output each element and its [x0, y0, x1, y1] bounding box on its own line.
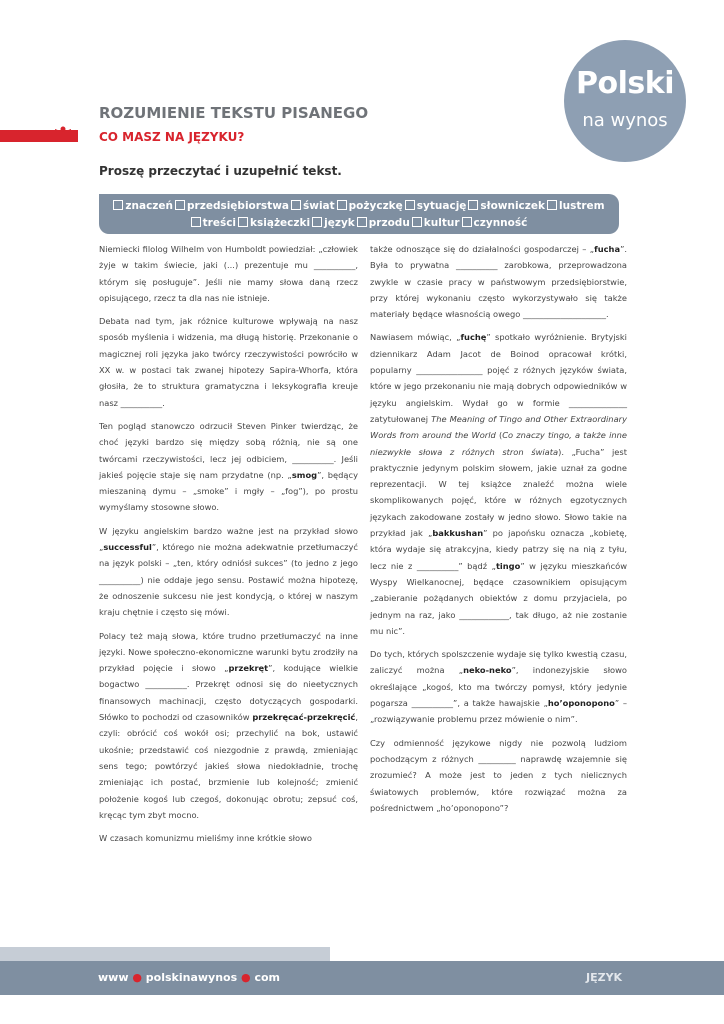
checkbox-icon: [191, 217, 201, 227]
word-bank-word: treści: [202, 217, 237, 229]
highlighted-word: fuchę: [460, 332, 487, 343]
checkbox-icon: [175, 200, 185, 210]
page-footer: [0, 961, 724, 995]
checkbox-icon: [412, 217, 422, 227]
word-bank-item: [291, 198, 335, 215]
checkbox-icon: [337, 200, 347, 210]
word-bank-word: czynność: [473, 217, 528, 229]
paragraph-text: Nawiasem mówiąc, „: [370, 332, 461, 343]
word-bank: [99, 194, 619, 234]
paragraph-text: ”, kodujące wielkie bogactwo __________. Przekręt odnosi się do nieetycznych finansowych machinacji, często dotyczących gospodarki. Słówko to pochodzi od czasowników: [99, 663, 358, 723]
paragraph-text: W czasach komunizmu mieliśmy inne krótkie słowo: [99, 833, 312, 844]
footer-section-label: JĘZYK: [586, 971, 623, 984]
highlighted-word: smog: [291, 469, 318, 480]
paragraph-text: (: [495, 430, 503, 441]
checkbox-icon: [238, 217, 248, 227]
paragraph-text: Ten pogląd stanowczo odrzucił Steven Pinker twierdząc, że choć języki bardzo się między sobą różnią, nie są one twórcami rzeczywistości, lecz jej odbiciem, __________. Jeśli jakieś pojęcie staje się nam przydatne (np. „: [99, 420, 358, 480]
word-bank-item: [238, 215, 310, 232]
paragraph-text: także odnoszące się do działalności gospodarczej – „: [370, 244, 595, 254]
article-subtitle: CO MASZ NA JĘZYKU?: [99, 130, 245, 144]
paragraph-text: ” spotkało wyróżnienie. Brytyjski dziennikarz Adam Jacot de Boinod opracował krótki, popularny ________________ pojęć z różnych języków świata, które w jego przekonaniu nie mają dobrych odpowiedników w języku angielskim. Wydał go w formie ______________ zatytułowanej: [370, 332, 627, 424]
highlighted-word: neko-neko: [463, 665, 512, 676]
article-paragraph: [99, 830, 358, 846]
word-bank-word: pożyczkę: [348, 200, 403, 212]
paragraph-text: ”, indonezyjskie słowo określające „kogoś, kto ma twórczy pomysł, który jedynie pogarsza __________”, a także hawajskie „: [370, 665, 627, 709]
checkbox-icon: [547, 200, 557, 210]
checkbox-icon: [113, 200, 123, 210]
logo-arc: [539, 15, 711, 187]
article-paragraph: [99, 628, 358, 824]
polski-na-wynos-logo: [564, 40, 686, 162]
article-paragraph: [99, 523, 358, 621]
paragraph-text: ”, będący mieszaniną dymu – „smoke” i mgły – „fog”), po prostu wymyślamy stosowne słowo.: [99, 469, 358, 513]
paragraph-text: W języku angielskim bardzo ważne jest na przykład słowo „: [99, 525, 358, 553]
checkbox-icon: [291, 200, 301, 210]
url-prefix: www: [98, 971, 129, 984]
word-bank-item: [175, 198, 289, 215]
word-bank-word: książeczki: [250, 217, 311, 229]
word-bank-word: język: [324, 217, 355, 229]
article-left-column: [99, 241, 358, 853]
article-paragraph: [370, 735, 627, 816]
paragraph-text: The Meaning of Tingo and Other Extraordinary Words from around the World: [370, 413, 627, 441]
paragraph-text: Debata nad tym, jak różnice kulturowe wpływają na nasz sposób myślenia i widzenia, ma długą historię. Przekonanie o magicznej roli języka jako twórcy rzeczywistości powróciło w XX w. w postaci tak zwanej hipotezy Sapira-Whorfa, która głosiła, że to struktura gramatyczna i leksykografia kreuje nasz __________.: [99, 316, 358, 408]
word-bank-item: [412, 215, 460, 232]
word-bank-word: przodu: [368, 217, 410, 229]
word-bank-word: lustrem: [559, 200, 605, 212]
paragraph-text: ”. Była to prywatna __________ zarobkowa, przeprowadzona zwykle w czasie pracy w państwowym przedsiębiorstwie, przy której wykonaniu często wykorzystywało się także materiały będące własnością owego ____________________.: [370, 244, 627, 320]
paragraph-text: ). „Fucha” jest praktycznie jedynym polskim słowem, jakie uznał za godne reprezentacji. W tej książce znaleźć można wiele skomplikowanych pojęć, które w różnych egzotycznych językach zakodowane zostały w jedno słowo. Słowo takie na przykład jak „: [370, 446, 627, 539]
paragraph-text: ” w języku mieszkańców Wyspy Wielkanocnej, będące czasownikiem opisującym „zabieranie pożądanych obiektów z domu przyjaciela, po jednym na raz, jako ____________, tak długo, aż nie zostanie mu nic”.: [370, 560, 627, 636]
paragraph-text: ” – „rozwiązywanie problemu przez mówienie o nim”.: [370, 698, 628, 725]
checkbox-icon: [357, 217, 367, 227]
word-bank-row-2: [99, 215, 619, 232]
checkbox-icon: [462, 217, 472, 227]
url-dot-icon: ●: [132, 971, 142, 984]
word-bank-item: [405, 198, 467, 215]
word-bank-row-1: [99, 198, 619, 215]
checkbox-icon: [468, 200, 478, 210]
instruction-text: Proszę przeczytać i uzupełnić tekst.: [99, 164, 342, 178]
word-bank-word: sytuację: [416, 200, 467, 212]
word-bank-item: [468, 198, 545, 215]
article-paragraph: [370, 329, 627, 639]
url-main: polskinawynos: [145, 971, 238, 984]
url-dot-icon: ●: [241, 971, 251, 984]
word-bank-item: [113, 198, 173, 215]
article-paragraph: [370, 241, 627, 322]
paragraph-text: Do tych, których spolszczenie wydaje się tylko kwestią czasu, zaliczyć można „: [370, 649, 627, 676]
word-bank-item: [191, 215, 236, 232]
footer-url[interactable]: [98, 971, 280, 984]
word-bank-item: [357, 215, 410, 232]
article-paragraph: [99, 241, 358, 306]
word-bank-item: [337, 198, 403, 215]
word-bank-word: kultur: [423, 217, 460, 229]
highlighted-word: tingo: [495, 560, 521, 571]
highlighted-word: bakkushan: [432, 528, 484, 539]
article-paragraph: [99, 313, 358, 411]
logo-line1: Polski: [576, 66, 674, 101]
paragraph-text: Co znaczy tingo, a także inne niezwykłe słowa z różnych stron świata: [370, 430, 627, 457]
highlighted-word: przekręt: [228, 663, 269, 674]
word-bank-item: [547, 198, 605, 215]
highlighted-word: ho’oponopono: [547, 698, 615, 709]
paragraph-text: Polacy też mają słowa, które trudno przetłumaczyć na inne języki. Nowe społeczno-ekonomiczne warunki bytu zrodziły na przykład pojęcie i słowo „: [99, 630, 358, 674]
highlighted-word: successful: [103, 542, 152, 553]
word-bank-word: świat: [303, 200, 335, 212]
logo-line2: na wynos: [582, 110, 668, 131]
section-title: ROZUMIENIE TEKSTU PISANEGO: [99, 104, 369, 122]
word-bank-word: przedsiębiorstwa: [187, 200, 289, 212]
footer-accent-line: [0, 947, 330, 961]
word-bank-item: [312, 215, 355, 232]
word-bank-word: znaczeń: [125, 200, 174, 212]
article-paragraph: [99, 418, 358, 516]
book-icon: [54, 126, 72, 142]
paragraph-text: ”, którego nie można adekwatnie przetłumaczyć na język polski – „ten, który odniósł sukces” (to jedno z jego __________) nie oddaje jego sensu. Postawić można hipotezę, że odnoszenie sukcesu nie jest kondycją, o której w naszym kraju chętnie i często się mówi.: [99, 542, 358, 618]
highlighted-word: przekręcać-przekręcić: [252, 712, 356, 723]
word-bank-word: słowniczek: [480, 200, 545, 212]
paragraph-text: Czy odmienność językowe nigdy nie pozwolą ludziom pochodzącym z różnych _________ naprawdę wzajemnie się zrozumieć? A może jest to jeden z tych nielicznych światowych problemów, które rozwiązać można za pośrednictwem „ho’oponopono”?: [370, 737, 627, 813]
url-suffix: com: [254, 971, 280, 984]
paragraph-text: Niemiecki filolog Wilhelm von Humboldt powiedział: „człowiek żyje w takim świecie, jaki (...) prezentuje mu __________, którym się posługuje”. Jeśli nie mamy słowa daną rzecz opisującego, rzecz ta dla nas nie istnieje.: [99, 244, 358, 303]
word-bank-item: [462, 215, 528, 232]
article-paragraph: [370, 646, 627, 727]
checkbox-icon: [312, 217, 322, 227]
checkbox-icon: [405, 200, 415, 210]
article-right-column: [370, 241, 627, 823]
highlighted-word: fucha: [594, 244, 621, 254]
paragraph-text: ” po japońsku oznacza „kobietę, która wydaje się atrakcyjna, kiedy patrzy się na nią z tyłu, lecz nie z __________” bądź „: [370, 528, 627, 571]
paragraph-text: , czyli: obrócić coś wokół osi; przechylić na bok, ustawić ukośnie; przedstawić coś niezgodnie z prawdą, zmieniając sens tego; powtórzyć jakieś słowa niedokładnie, trochę zmieniając ich postać, brzmienie lub kolejność; zmienić położenie kogoś lub czegoś, dokonując obrotu; zepsuć coś, kręcąc tym zbyt mocno.: [99, 712, 358, 820]
